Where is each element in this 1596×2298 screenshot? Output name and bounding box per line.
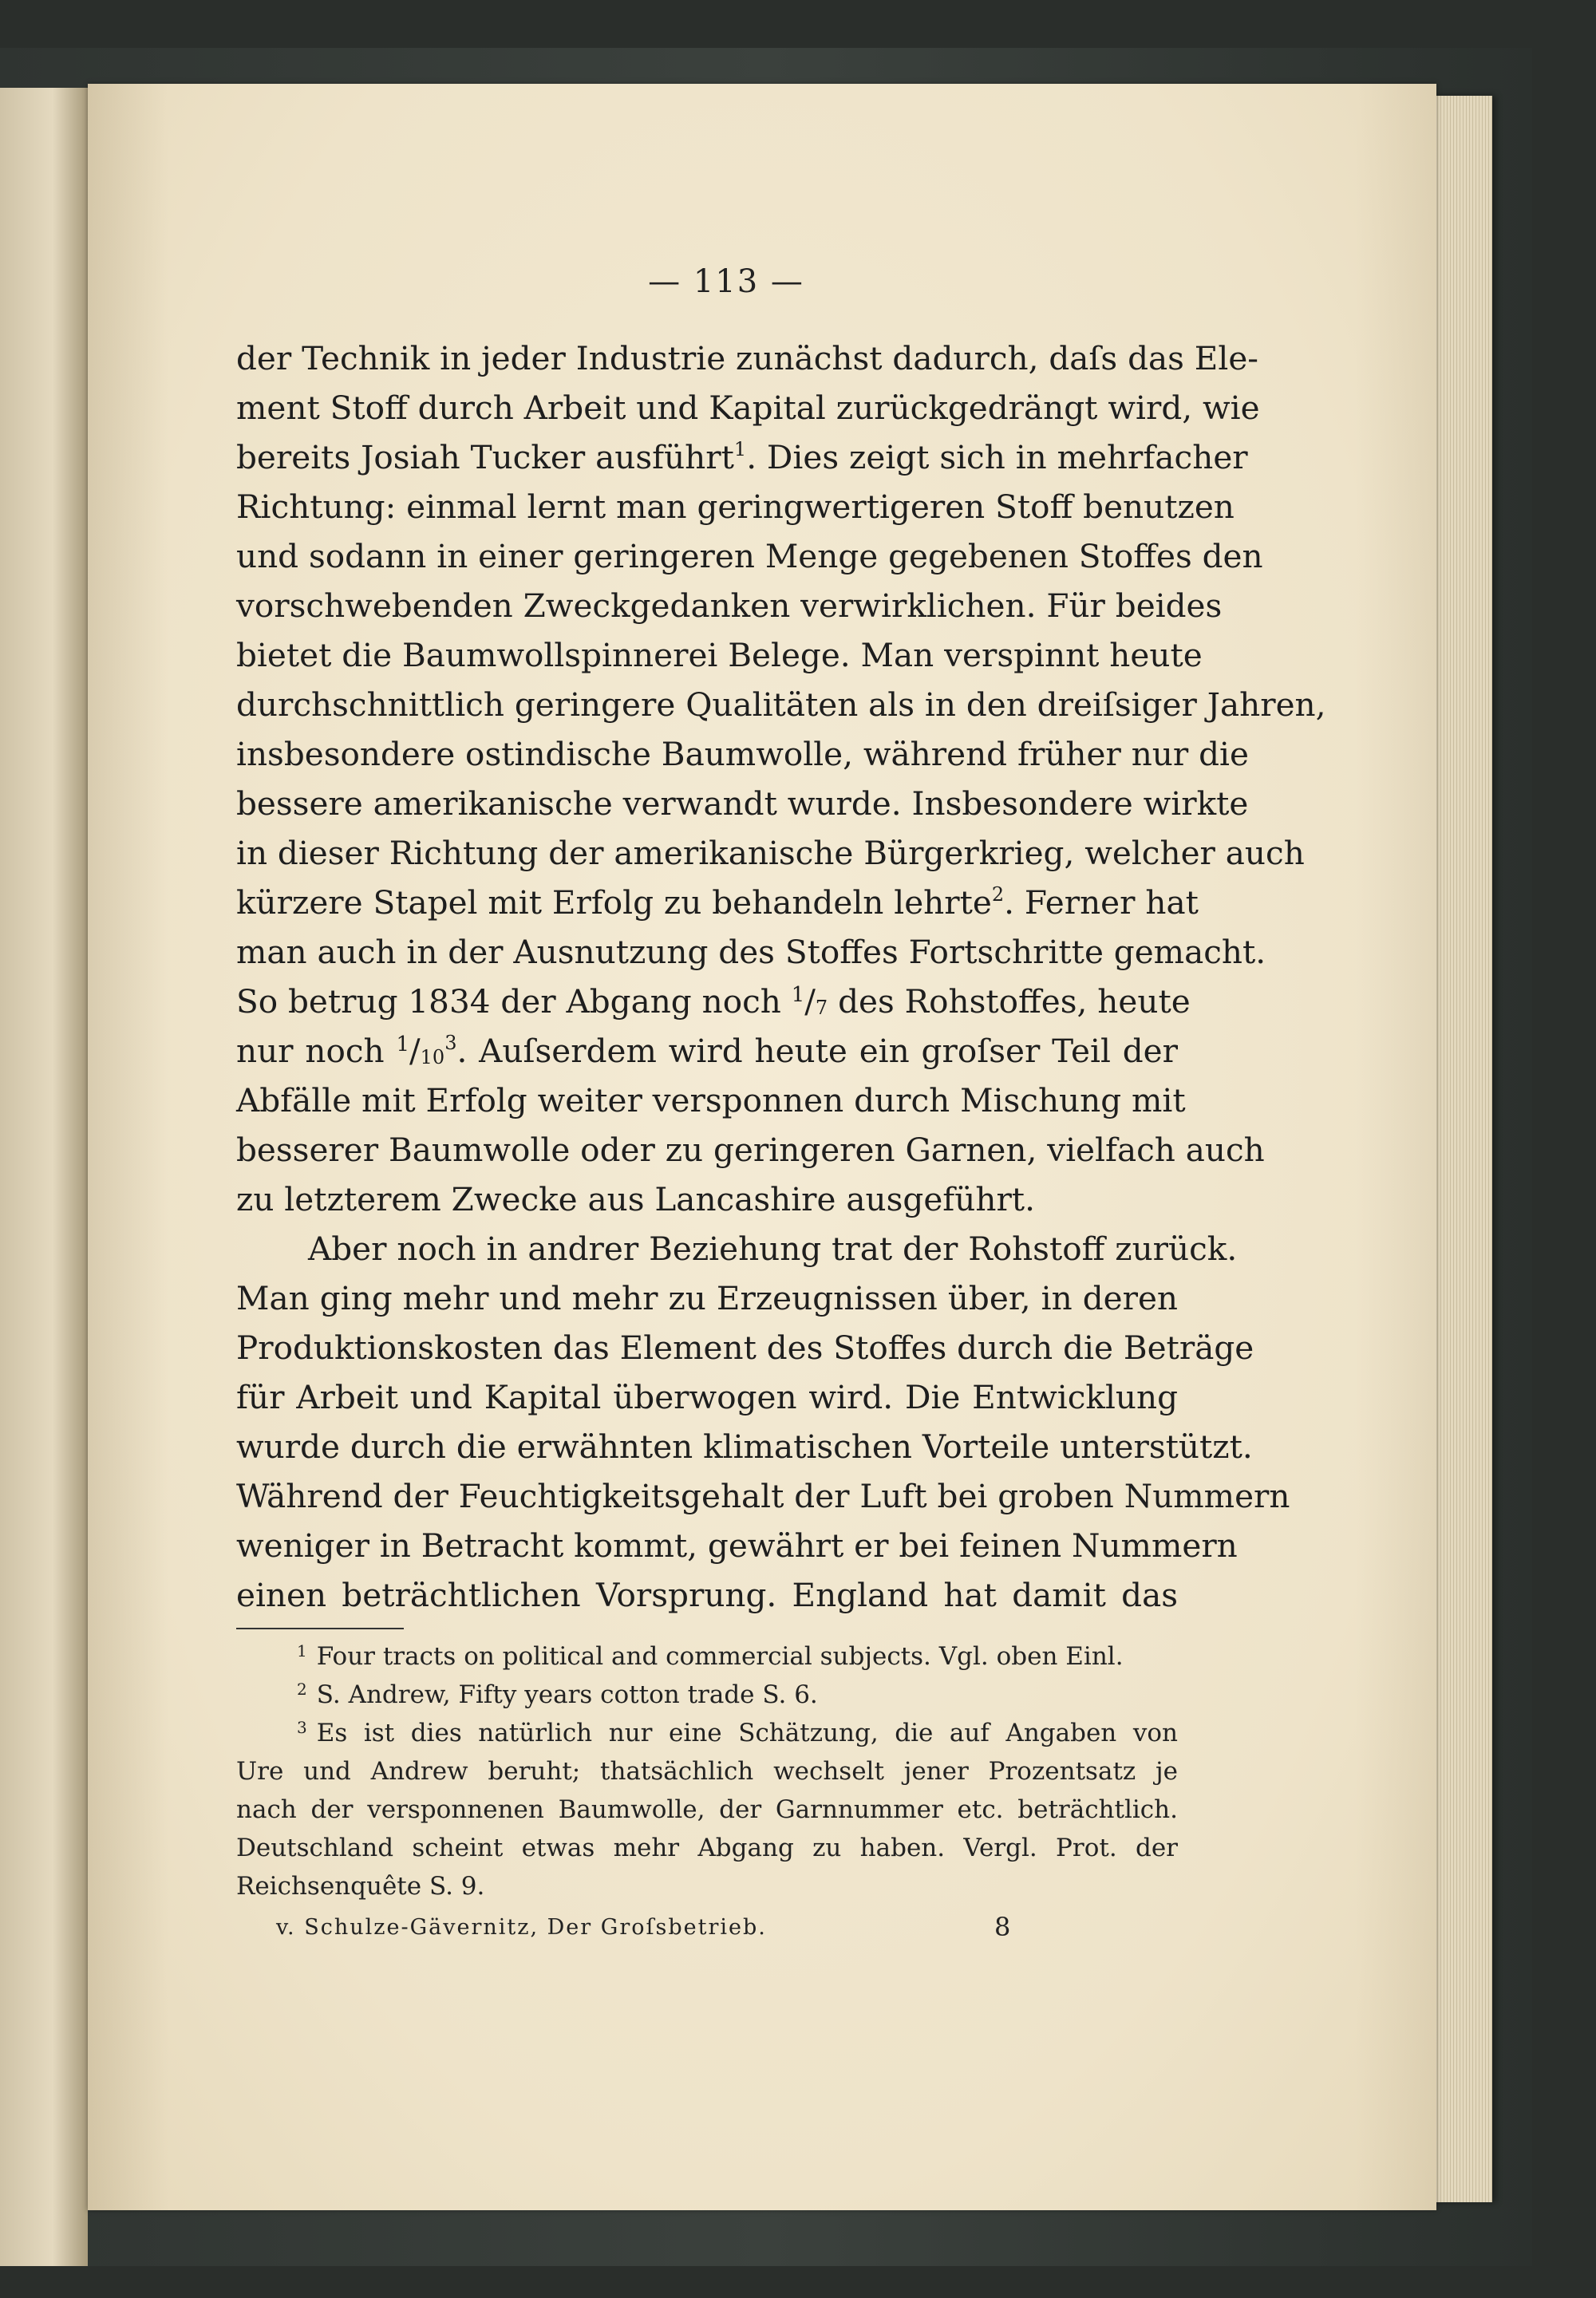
text-line: insbesondere ostindische Baumwolle, während früher nur die xyxy=(236,735,1249,773)
text-line: wurde durch die erwähnten klimatischen Vorteile unterstützt. xyxy=(236,1427,1253,1466)
footnote-3-line: Reichsenquête S. 9. xyxy=(236,1872,485,1901)
footnote-3-line: Ure und Andrew beruht; thatsächlich wechselt jener Prozentsatz je xyxy=(236,1757,1178,1786)
text-line: Aber noch in andrer Beziehung trat der Rohstoff zurück. xyxy=(308,1230,1238,1268)
signature-line: v. Schulze-Gävernitz, Der Groſsbetrieb. xyxy=(276,1915,767,1940)
text-line: einen beträchtlichen Vorsprung. England hat damit das xyxy=(236,1576,1178,1614)
sheet-number: 8 xyxy=(994,1912,1011,1942)
text-line: zu letzterem Zwecke aus Lancashire ausgeführt. xyxy=(236,1180,1035,1218)
footnotes xyxy=(236,1637,1178,1905)
text-line: durchschnittlich geringere Qualitäten als in den dreiſsiger Jahren, xyxy=(236,685,1326,724)
text-line: besserer Baumwolle oder zu geringeren Garnen, vielfach auch xyxy=(236,1131,1265,1169)
text-line: man auch in der Ausnutzung des Stoffes Fortschritte gemacht. xyxy=(236,933,1266,971)
text-line: Richtung: einmal lernt man geringwertigeren Stoff benutzen xyxy=(236,488,1235,526)
footnote-ref: 2 xyxy=(991,883,1005,906)
left-page-edge xyxy=(0,88,88,2266)
footnote-divider xyxy=(236,1628,404,1629)
fraction: $^1/_{10}$ xyxy=(396,1032,445,1070)
text-line: der Technik in jeder Industrie zunächst dadurch, daſs das Ele- xyxy=(236,339,1258,377)
text-line: bessere amerikanische verwandt wurde. Insbesondere wirkte xyxy=(236,784,1249,823)
text-line: vorschwebenden Zweckgedanken verwirklichen. Für beides xyxy=(236,586,1223,625)
text-line: ment Stoff durch Arbeit und Kapital zurückgedrängt wird, wie xyxy=(236,389,1260,427)
text-line: So betrug 1834 der Abgang noch $^1/_7$ des Rohstoffes, heute xyxy=(236,982,1191,1021)
text-line: nur noch $^1/_{10}^3$. Auſserdem wird heute ein groſser Teil der xyxy=(236,1032,1178,1070)
text-line: bereits Josiah Tucker ausführt$^1$. Dies zeigt sich in mehrfacher xyxy=(236,438,1248,476)
footnote-3: $^3$ Es ist dies natürlich nur eine Schätzung, die auf Angaben von xyxy=(297,1718,1178,1747)
text-line: und sodann in einer geringeren Menge gegebenen Stoffes den xyxy=(236,537,1263,575)
footnote-ref: 3 xyxy=(444,1032,457,1054)
text-line: für Arbeit und Kapital überwogen wird. Die Entwicklung xyxy=(236,1378,1178,1416)
text-line: kürzere Stapel mit Erfolg zu behandeln lehrte$^2$. Ferner hat xyxy=(236,883,1199,922)
text-line: bietet die Baumwollspinnerei Belege. Man verspinnt heute xyxy=(236,636,1203,674)
footnote-3-line: nach der versponnenen Baumwolle, der Garnnummer etc. beträchtlich. xyxy=(236,1795,1178,1824)
footnote-ref: 1 xyxy=(733,438,747,460)
text-line: weniger in Betracht kommt, gewährt er bei feinen Nummern xyxy=(236,1526,1238,1565)
fraction: $^1/_7$ xyxy=(791,982,828,1021)
footnote-3-line: Deutschland scheint etwas mehr Abgang zu haben. Vergl. Prot. der xyxy=(236,1834,1178,1862)
text-line: Abfälle mit Erfolg weiter versponnen durch Mischung mit xyxy=(236,1081,1186,1119)
text-line: Produktionskosten das Element des Stoffes durch die Beträge xyxy=(236,1329,1254,1367)
text-line: Man ging mehr und mehr zu Erzeugnissen über, in deren xyxy=(236,1279,1178,1317)
text-line: in dieser Richtung der amerikanische Bürgerkrieg, welcher auch xyxy=(236,834,1305,872)
text-line: Während der Feuchtigkeitsgehalt der Luft bei groben Nummern xyxy=(236,1477,1290,1515)
footnote-2: $^2$ S. Andrew, Fifty years cotton trade S. 6. xyxy=(297,1680,818,1709)
page-stack-edge xyxy=(1428,96,1492,2202)
page-header: — 113 — xyxy=(648,263,804,300)
footnote-1: $^1$ Four tracts on political and commercial subjects. Vgl. oben Einl. xyxy=(297,1641,1124,1671)
body-text xyxy=(236,334,1326,1620)
